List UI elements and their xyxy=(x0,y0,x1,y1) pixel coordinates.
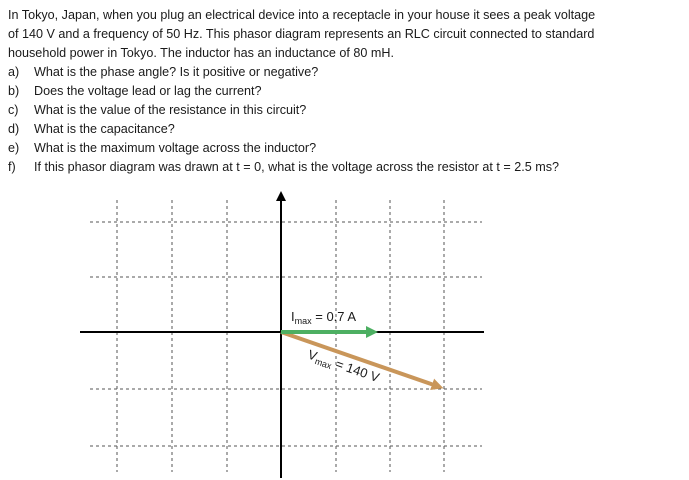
question-text: What is the value of the resistance in this circuit? xyxy=(34,103,307,117)
current-phasor-label xyxy=(291,309,356,326)
question-text: What is the maximum voltage across the inductor? xyxy=(34,141,317,155)
intro-line-2: of 140 V and a frequency of 50 Hz. This phasor diagram represents an RLC circuit connected to standard xyxy=(8,27,595,41)
current-label-subscript: max xyxy=(294,316,312,326)
question-text: What is the phase angle? Is it positive or negative? xyxy=(34,65,319,79)
current-label-symbol: I xyxy=(291,309,295,324)
question-label: c) xyxy=(8,103,19,117)
question-label: f) xyxy=(8,160,16,174)
intro-line-3: household power in Tokyo. The inductor has an inductance of 80 mH. xyxy=(8,46,394,60)
question-text: What is the capacitance? xyxy=(34,122,175,136)
question-label: b) xyxy=(8,84,20,98)
axes xyxy=(80,196,484,478)
voltage-label-value: = 140 V xyxy=(330,355,382,386)
intro-line-1: In Tokyo, Japan, when you plug an electrical device into a receptacle in your house it sees a peak voltage xyxy=(8,8,596,22)
question-label: e) xyxy=(8,141,20,155)
voltage-label-subscript: max xyxy=(313,356,333,372)
question-text: If this phasor diagram was drawn at t = 0, what is the voltage across the resistor at t = 2.5 ms? xyxy=(34,160,559,174)
grid xyxy=(90,200,482,472)
voltage-label-symbol: V xyxy=(306,346,320,364)
question-label: a) xyxy=(8,65,20,79)
current-label-value: = 0.7 A xyxy=(311,309,357,324)
question-text: Does the voltage lead or lag the current? xyxy=(34,84,262,98)
question-label: d) xyxy=(8,122,20,136)
